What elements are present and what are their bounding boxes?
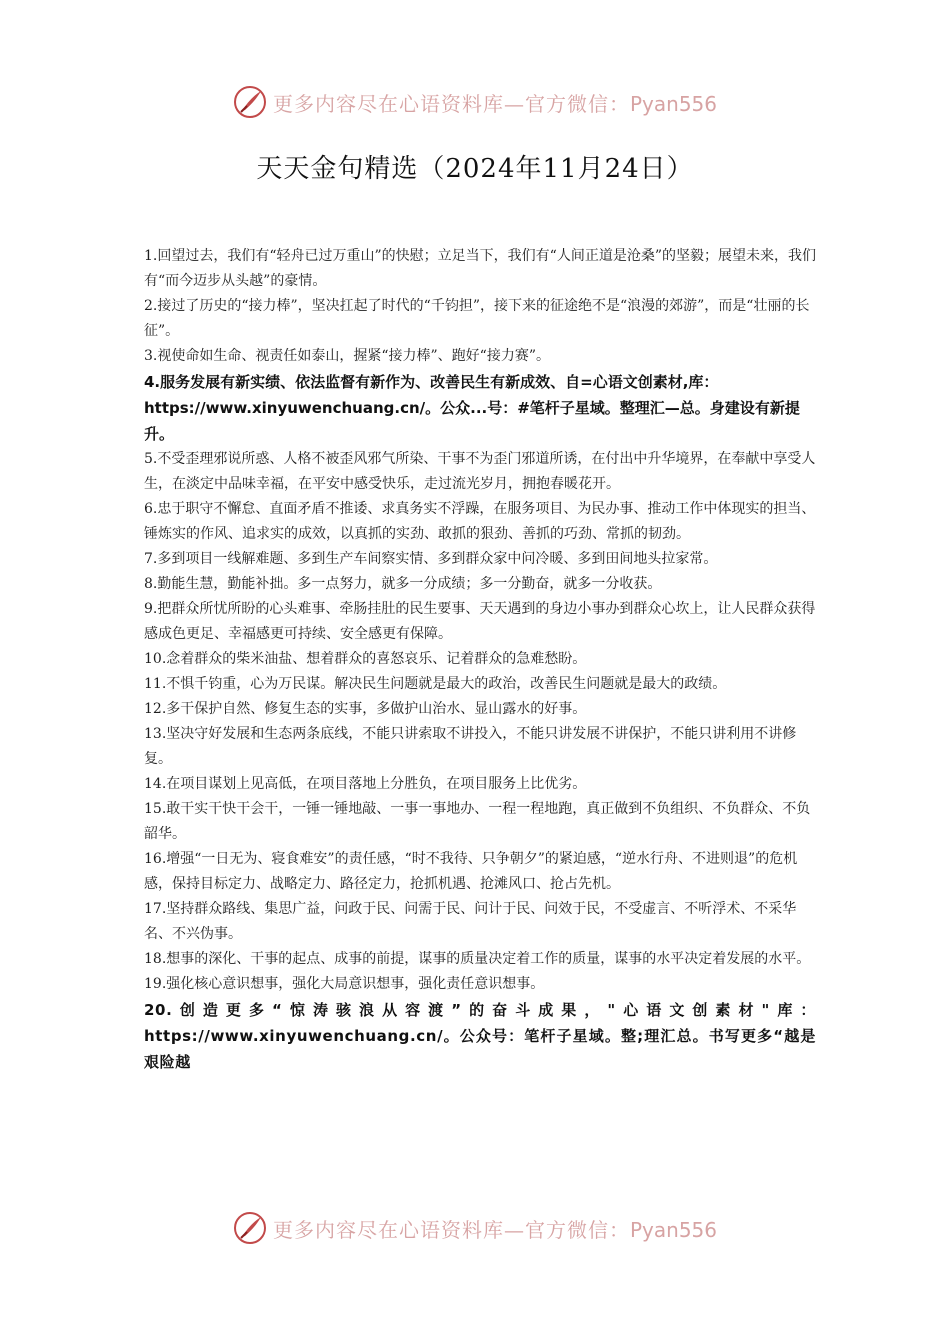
quill-logo-icon [233,85,267,119]
watermark-text: 更多内容尽在心语资料库—官方微信：Pyan556 [272,1217,717,1242]
quote-list [144,244,816,1075]
quote-item-19: 19.强化核心意识想事，强化大局意识想事，强化责任意识想事。 [144,976,545,992]
quote-item-18: 18.想事的深化、干事的起点、成事的前提，谋事的质量决定着工作的质量，谋事的水平决定着发展的水平。 [144,951,811,967]
quote-item-10: 10.念着群众的柴米油盐、想着群众的喜怒哀乐、记着群众的急难愁盼。 [144,651,587,667]
quote-item-1: 1.回望过去，我们有“轻舟已过万重山”的快慰；立足当下，我们有“人间正道是沧桑”的坚毅；展望未来，我们有“而今迈步从头越”的豪情。 [144,248,816,289]
watermark-text: 更多内容尽在心语资料库—官方微信：Pyan556 [272,91,717,116]
quote-item-9: 9.把群众所忧所盼的心头难事、牵肠挂肚的民生要事、天天遇到的身边小事办到群众心坎上，让人民群众获得感成色更足、幸福感更可持续、安全感更有保障。 [144,601,816,642]
quote-item-6: 6.忠于职守不懈怠、直面矛盾不推诿、求真务实不浮躁，在服务项目、为民办事、推动工作中体现实的担当、锤炼实的作风、追求实的成效，以真抓的实劲、敢抓的狠劲、善抓的巧劲、常抓的韧劲。 [144,501,816,542]
quote-item-12: 12.多干保护自然、修复生态的实事，多做护山治水、显山露水的好事。 [144,701,587,717]
quote-item-3: 3.视使命如生命、视责任如泰山，握紧“接力棒”、跑好“接力赛”。 [144,348,550,364]
quote-item-20: 20.创造更多“惊涛骇浪从容渡”的奋斗成果，"心语文创素材"库：https://www.xinyuwenchuang.cn/。公众号：笔杆子星域。整;理汇总。书写更多“越是艰险越 [144,1001,816,1071]
page-title: 天天金句精选（2024年11月24日） [256,154,694,184]
quote-item-5: 5.不受歪理邪说所惑、人格不被歪风邪气所染、干事不为歪门邪道所诱，在付出中升华境界，在奉献中享受人生，在淡定中品味幸福，在平安中感受快乐，走过流光岁月，拥抱春暖花开。 [144,451,816,492]
quote-item-14: 14.在项目谋划上见高低，在项目落地上分胜负，在项目服务上比优劣。 [144,776,587,792]
header-watermark-banner [0,82,950,122]
quote-item-2: 2.接过了历史的“接力棒”，坚决扛起了时代的“千钧担”，接下来的征途绝不是“浪漫的郊游”，而是“壮丽的长征”。 [144,298,810,339]
quote-item-11: 11.不惧千钧重，心为万民谋。解决民生问题就是最大的政治，改善民生问题就是最大的政绩。 [144,676,727,692]
quill-logo-icon [233,1211,267,1245]
quote-item-15: 15.敢干实干快干会干，一锤一锤地敲、一事一事地办、一程一程地跑，真正做到不负组织、不负群众、不负韶华。 [144,801,811,842]
footer-watermark-banner [0,1208,950,1248]
quote-item-16: 16.增强“一日无为、寝食难安”的责任感，“时不我待、只争朝夕”的紧迫感，“逆水行舟、不进则退”的危机感，保持目标定力、战略定力、路径定力，抢抓机遇、抢滩风口、抢占先机。 [144,851,798,892]
wechat-handle: Pyan556 [629,1217,717,1242]
quote-item-7: 7.多到项目一线解难题、多到生产车间察实情、多到群众家中问冷暖、多到田间地头拉家常。 [144,551,718,567]
quote-item-13: 13.坚决守好发展和生态两条底线，不能只讲索取不讲投入，不能只讲发展不讲保护，不能只讲利用不讲修复。 [144,726,797,767]
quote-item-8: 8.勤能生慧，勤能补拙。多一点努力，就多一分成绩；多一分勤奋，就多一分收获。 [144,576,662,592]
wechat-handle: Pyan556 [629,91,717,116]
quote-item-17: 17.坚持群众路线、集思广益，问政于民、问需于民、问计于民、问效于民，不受虚言、不听浮术、不采华名、不兴伪事。 [144,901,797,942]
quote-item-4: 4.服务发展有新实绩、依法监督有新作为、改善民生有新成效、自=心语文创素材,库：https://www.xinyuwenchuang.cn/。公众...号：#笔杆子星域。整理汇—总。身建设有新提升。 [144,373,800,443]
